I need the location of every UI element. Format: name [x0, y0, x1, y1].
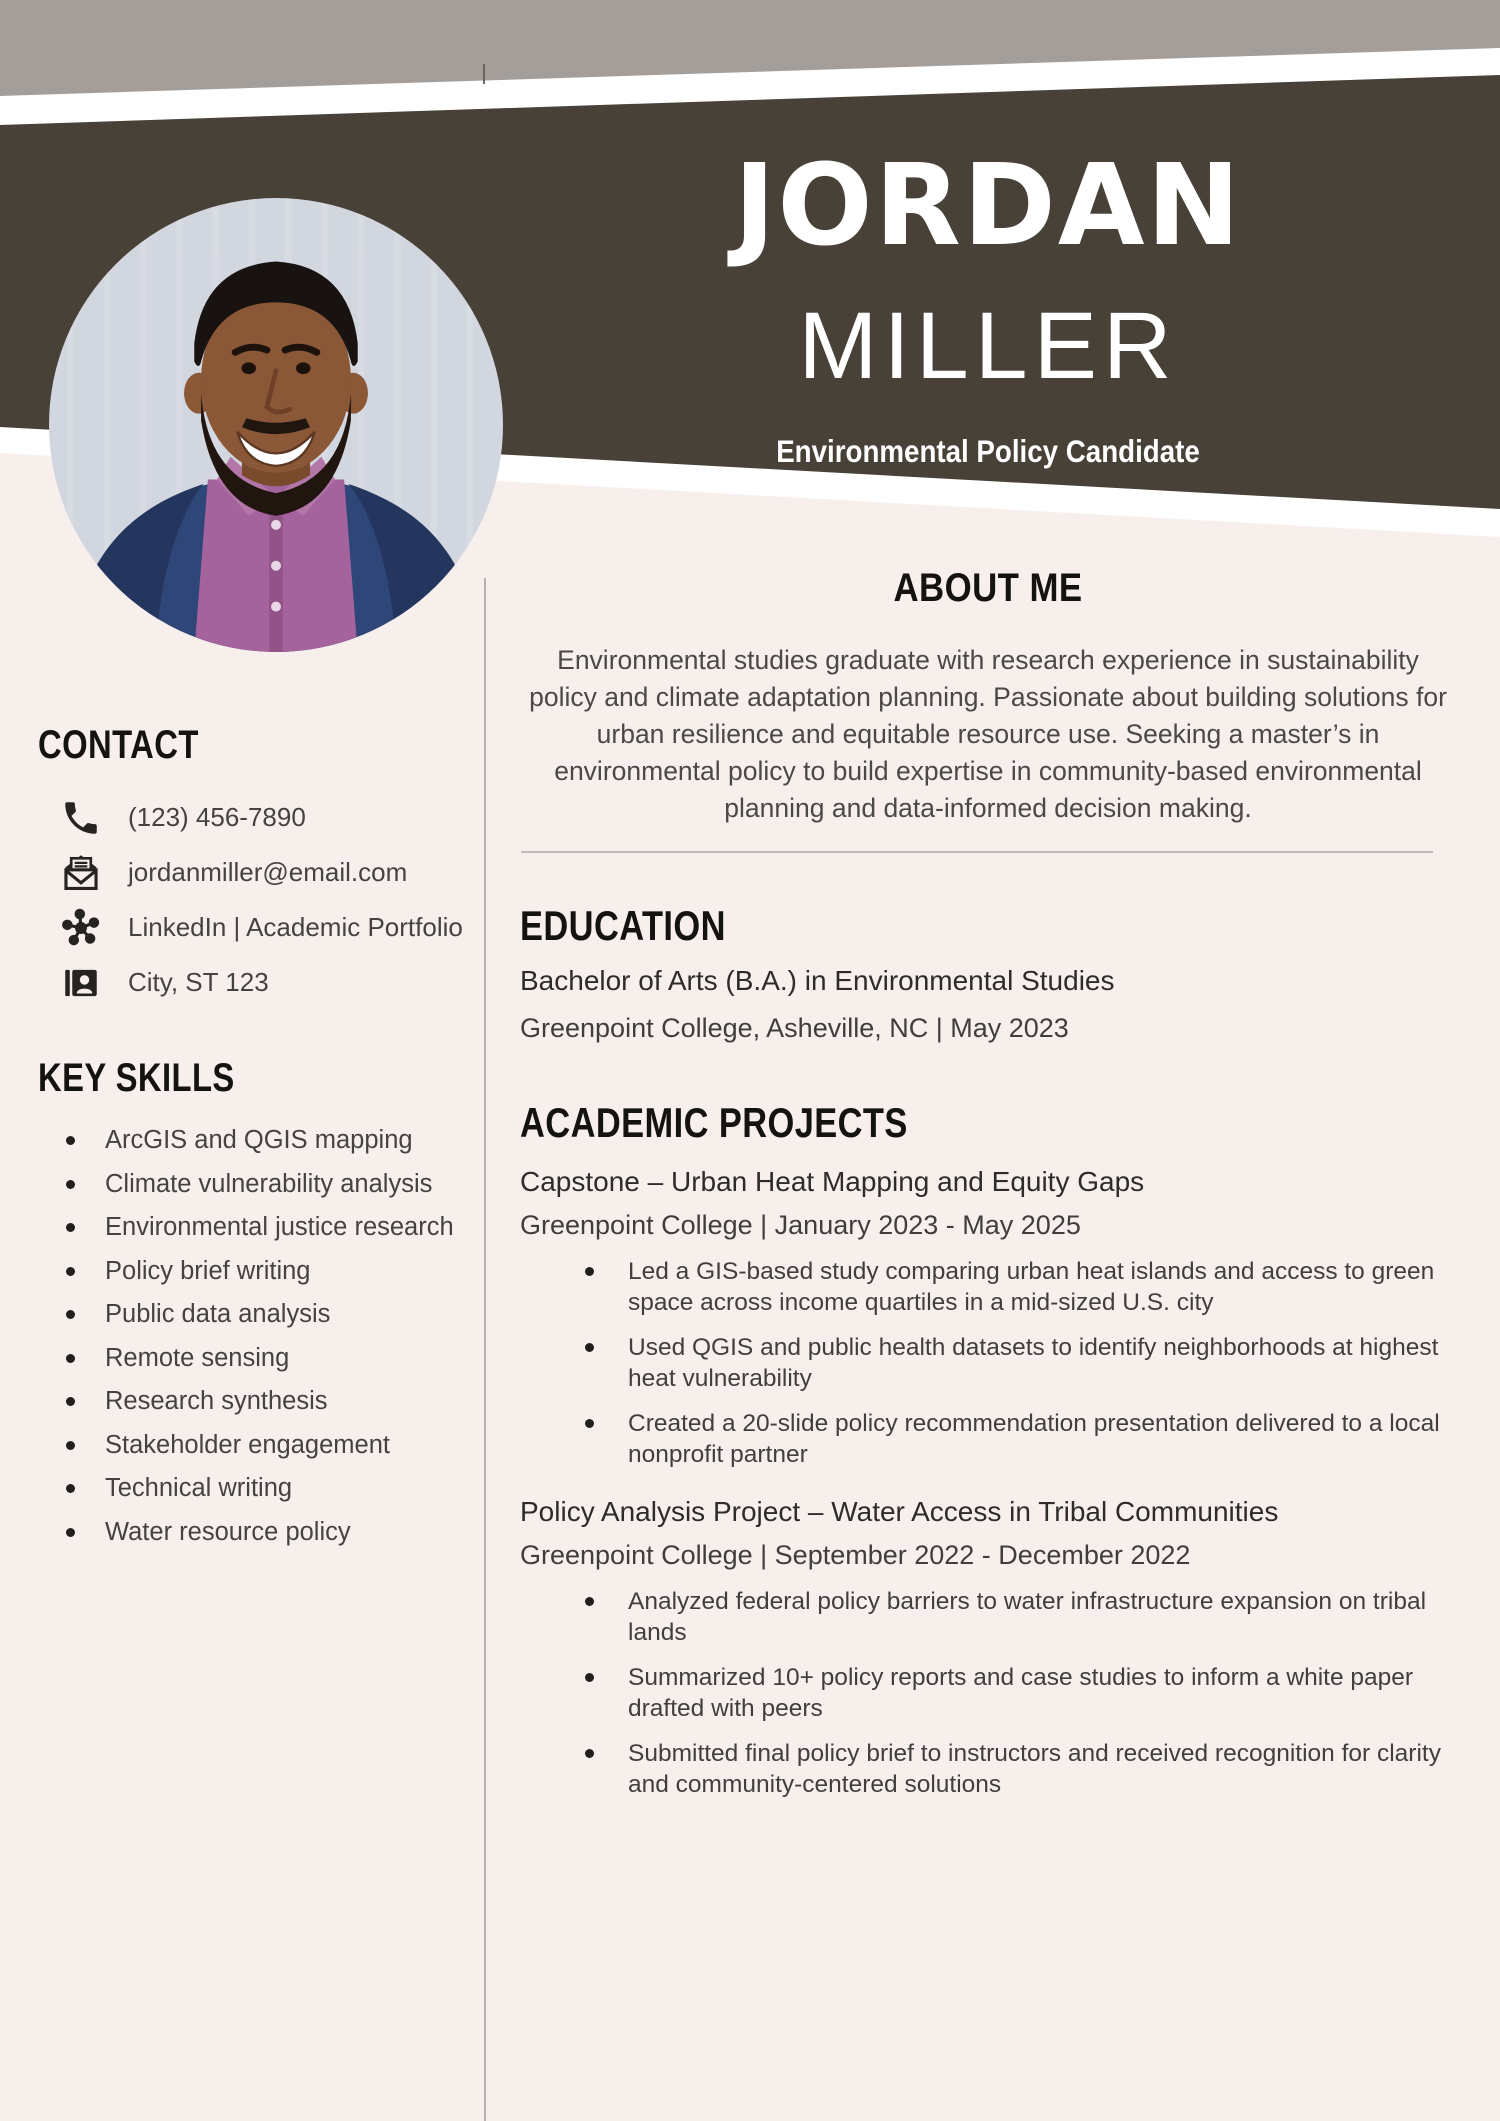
project-bullet-list — [520, 1586, 1456, 1814]
skill-item: Remote sensing — [38, 1337, 478, 1381]
contact-item-links — [38, 900, 468, 955]
skill-item: Technical writing — [38, 1467, 478, 1511]
contact-email: jordanmiller@email.com — [128, 857, 408, 887]
phone-icon — [60, 797, 102, 839]
project-bullet: Created a 20-slide policy recommendation presentation delivered to a local nonprofit partner — [520, 1408, 1456, 1470]
about-text: Environmental studies graduate with research experience in sustainability policy and climate adaptation planning. Passionate about building solutions for urban resilience and equitable resource use. Seeking a master’s in environmental policy to build expertise in community-based environmental planning and data-informed decision making. — [529, 645, 1447, 823]
project-title: Policy Analysis Project – Water Access in Tribal Communities — [520, 1496, 1279, 1527]
project-bullet: Submitted final policy brief to instructors and received recognition for clarity and community-centered solutions — [520, 1738, 1456, 1800]
contact-item-phone — [38, 790, 468, 845]
education-degree: Bachelor of Arts (B.A.) in Environmental Studies — [520, 965, 1115, 996]
skills-heading: KEY SKILLS — [38, 1056, 235, 1100]
skill-item: Public data analysis — [38, 1293, 478, 1337]
divider-top-fragment — [483, 64, 485, 84]
project-meta: Greenpoint College | January 2023 - May 2025 — [520, 1210, 1081, 1240]
skill-item: Research synthesis — [38, 1380, 478, 1424]
header-subtitle: Environmental Policy Candidate — [776, 433, 1200, 469]
contact-location: City, ST 123 — [128, 967, 269, 997]
network-icon — [60, 907, 102, 949]
first-name: JORDAN — [733, 141, 1243, 271]
project-meta: Greenpoint College | September 2022 - December 2022 — [520, 1540, 1191, 1570]
skill-item: Water resource policy — [38, 1511, 478, 1555]
contact-list — [38, 790, 468, 1010]
education-school: Greenpoint College, Asheville, NC | May 2023 — [520, 1013, 1069, 1043]
column-divider — [484, 578, 486, 2121]
project-bullet: Led a GIS-based study comparing urban heat islands and access to green space across income quartiles in a mid-sized U.S. city — [520, 1256, 1456, 1318]
contact-phone: (123) 456-7890 — [128, 802, 306, 832]
skill-item: Policy brief writing — [38, 1250, 478, 1294]
contact-links: LinkedIn | Academic Portfolio — [128, 912, 463, 942]
email-icon — [60, 852, 102, 894]
projects-heading: ACADEMIC PROJECTS — [520, 1099, 908, 1146]
project-bullet-list — [520, 1256, 1456, 1484]
education-heading: EDUCATION — [520, 902, 726, 949]
skill-item: Climate vulnerability analysis — [38, 1163, 478, 1207]
project-bullet: Analyzed federal policy barriers to water infrastructure expansion on tribal lands — [520, 1586, 1456, 1648]
contact-item-location — [38, 955, 468, 1010]
skill-item: ArcGIS and QGIS mapping — [38, 1119, 478, 1163]
last-name: MILLER — [798, 293, 1178, 399]
project-bullet: Used QGIS and public health datasets to identify neighborhoods at highest heat vulnerability — [520, 1332, 1456, 1394]
contact-heading: CONTACT — [38, 723, 199, 767]
contact-item-email — [38, 845, 468, 900]
skill-item: Stakeholder engagement — [38, 1424, 478, 1468]
skills-list — [38, 1119, 478, 1554]
project-bullet: Summarized 10+ policy reports and case studies to inform a white paper drafted with peers — [520, 1662, 1456, 1724]
about-heading: ABOUT ME — [893, 566, 1083, 610]
id-card-icon — [60, 962, 102, 1004]
skill-item: Environmental justice research — [38, 1206, 478, 1250]
section-divider-rule — [521, 851, 1433, 853]
profile-photo — [49, 198, 503, 652]
project-title: Capstone – Urban Heat Mapping and Equity Gaps — [520, 1166, 1145, 1197]
